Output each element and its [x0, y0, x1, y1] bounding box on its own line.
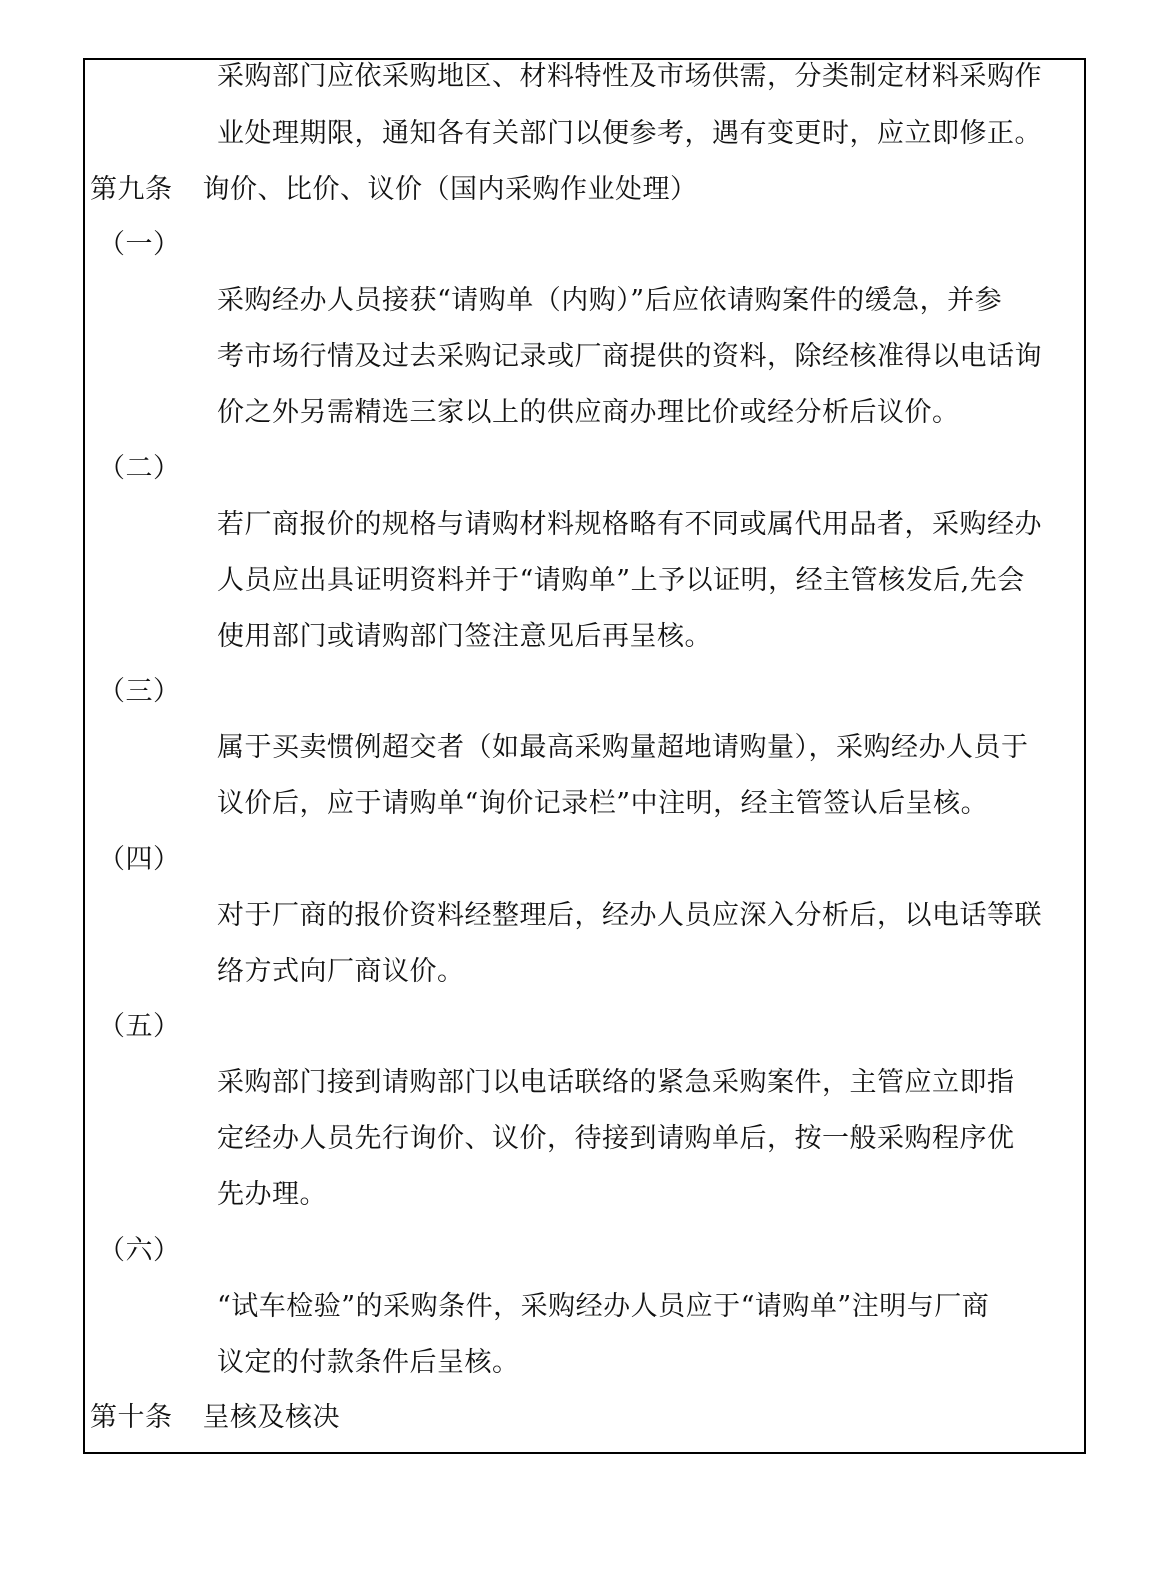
article-10-number: 第十条	[90, 1402, 173, 1433]
item-3-line-1: 属于买卖惯例超交者（如最高采购量超地请购量），采购经办人员于	[217, 732, 1029, 763]
item-1-line-3: 价之外另需精选三家以上的供应商办理比价或经分析后议价。	[217, 397, 960, 428]
item-5-line-3: 先办理。	[217, 1179, 327, 1210]
item-4-line-2: 络方式向厂商议价。	[217, 956, 465, 987]
article-9-heading	[90, 175, 698, 205]
item-4-line-1: 对于厂商的报价资料经整理后，经办人员应深入分析后，以电话等联	[217, 900, 1042, 931]
item-2-line-1: 若厂商报价的规格与请购材料规格略有不同或属代用品者，采购经办	[217, 509, 1042, 540]
item-6-line-2: 议定的付款条件后呈核。	[217, 1347, 520, 1378]
item-1-label: （一）	[98, 229, 181, 260]
item-2-line-3: 使用部门或请购部门签注意见后再呈核。	[217, 621, 712, 652]
item-5-line-2: 定经办人员先行询价、议价，待接到请购单后，按一般采购程序优	[217, 1123, 1015, 1154]
item-3-label: （三）	[98, 676, 181, 707]
article-9-title: 询价、比价、议价（国内采购作业处理）	[202, 174, 698, 205]
item-1-line-1: 采购经办人员接获“请购单（内购）”后应依请购案件的缓急，并参	[217, 285, 1003, 316]
article-10-heading	[90, 1403, 340, 1433]
intro-line-2: 业处理期限，通知各有关部门以便参考，遇有变更时，应立即修正。	[217, 118, 1042, 149]
item-5-label: （五）	[98, 1011, 181, 1042]
item-1-line-2: 考市场行情及过去采购记录或厂商提供的资料，除经核准得以电话询	[217, 341, 1042, 372]
item-5-line-1: 采购部门接到请购部门以电话联络的紧急采购案件，主管应立即指	[217, 1067, 1015, 1098]
item-4-label: （四）	[98, 844, 181, 875]
article-10-title: 呈核及核决	[202, 1402, 340, 1433]
item-2-line-2: 人员应出具证明资料并于“请购单”上予以证明，经主管核发后,先会	[217, 565, 1025, 596]
item-6-line-1: “试车检验”的采购条件，采购经办人员应于“请购单”注明与厂商	[217, 1291, 990, 1322]
item-2-label: （二）	[98, 453, 181, 484]
intro-line-1: 采购部门应依采购地区、材料特性及市场供需，分类制定材料采购作	[217, 61, 1042, 92]
article-9-number: 第九条	[90, 174, 173, 205]
item-6-label: （六）	[98, 1235, 181, 1266]
item-3-line-2: 议价后，应于请购单“询价记录栏”中注明，经主管签认后呈核。	[217, 788, 989, 819]
